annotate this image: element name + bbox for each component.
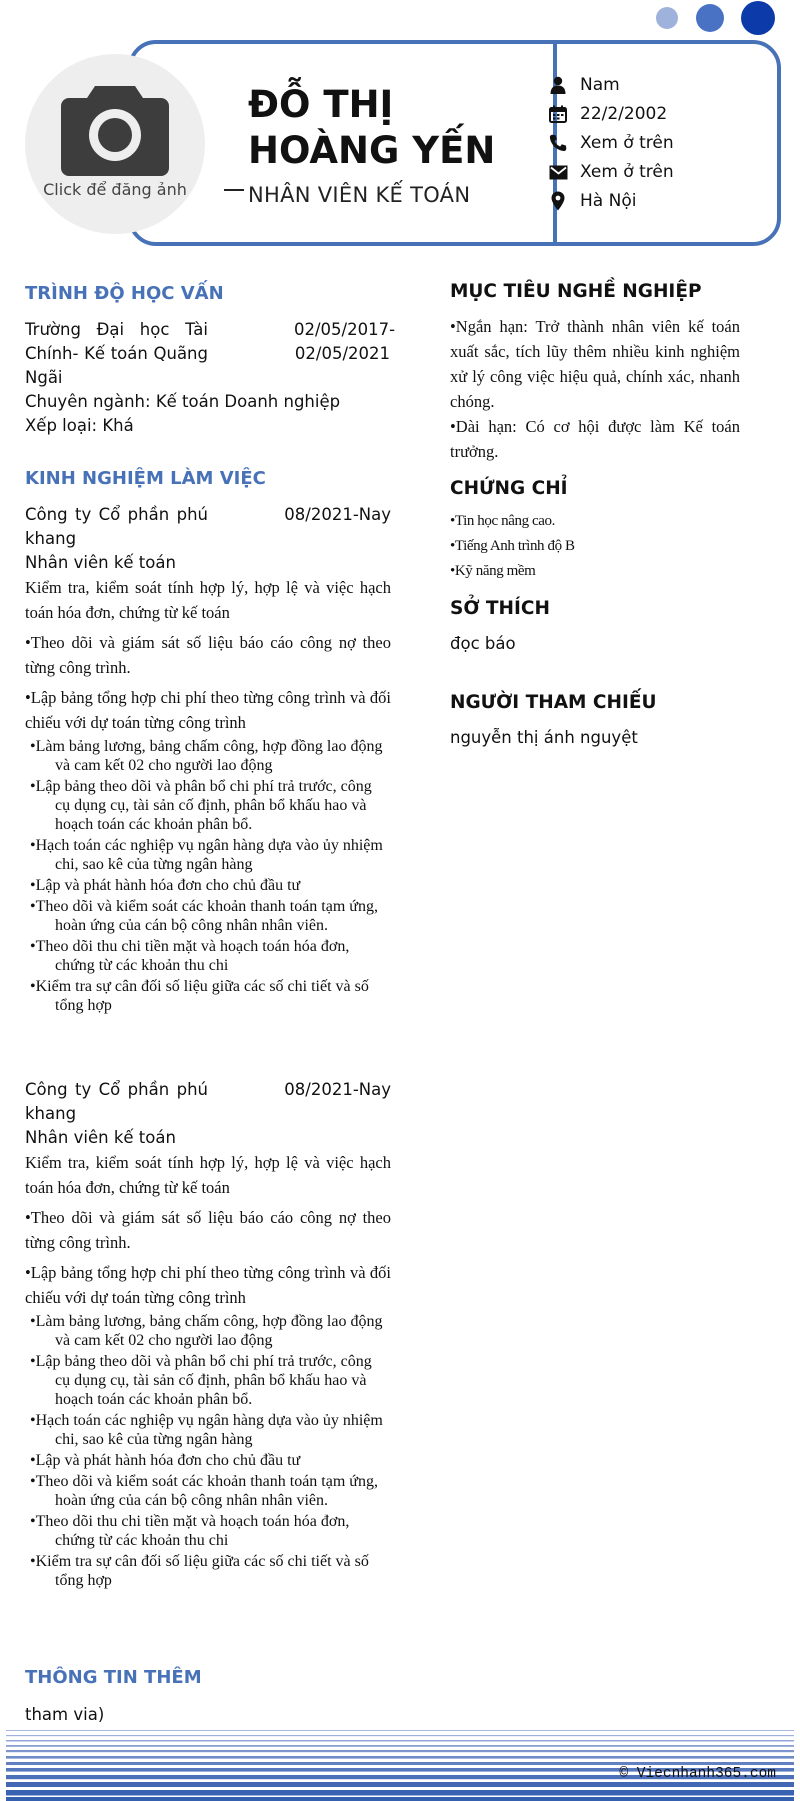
title-dash	[224, 189, 244, 191]
extra-info-text: tham via)	[25, 1705, 105, 1724]
phone-icon	[548, 133, 568, 153]
candidate-name: ĐỖ THỊ HOÀNG YẾN	[248, 83, 496, 172]
certificate-item: •Kỹ năng mềm	[450, 563, 536, 579]
contact-birthdate-value: 22/2/2002	[580, 104, 668, 124]
footer-copyright[interactable]: © Viecnhanh365.com	[619, 1766, 776, 1782]
education-major: Chuyên ngành: Kế toán Doanh nghiệp	[25, 392, 341, 411]
decor-dot-dark	[741, 1, 775, 35]
avatar-upload[interactable]	[25, 54, 205, 234]
education-heading: TRÌNH ĐỘ HỌC VẤN	[25, 283, 224, 304]
job-duty: •Theo dõi và kiểm soát các khoản thanh toán tạm ứng, hoàn ứng của cán bộ công nhân nhân viên.	[30, 1473, 378, 1509]
job-duty-list	[25, 737, 387, 1015]
job-duty: •Theo dõi và kiểm soát các khoản thanh toán tạm ứng, hoàn ứng của cán bộ công nhân nhân viên.	[30, 898, 378, 934]
objective-heading: MỤC TIÊU NGHỀ NGHIỆP	[450, 281, 702, 302]
contact-birthdate	[548, 102, 667, 126]
certificate-item: •Tin học nâng cao.	[450, 513, 555, 529]
contact-phone-value: Xem ở trên	[580, 133, 674, 153]
experience-item	[25, 503, 391, 1017]
contact-location-value: Hà Nội	[580, 191, 637, 211]
references-text: nguyễn thị ánh nguyệt	[450, 728, 638, 747]
education-period: 02/05/2017- 02/05/2021	[294, 320, 396, 363]
contact-location	[548, 189, 636, 213]
location-icon	[548, 191, 568, 211]
camera-icon	[61, 82, 169, 176]
job-duty: •Làm bảng lương, bảng chấm công, hợp đồng lao động và cam kết 02 cho người lao động	[30, 738, 383, 774]
objective-short-term: •Ngắn hạn: Trở thành nhân viên kế toán xuất sắc, tích lũy thêm nhiều kinh nghiệm xử lý công việc hiệu quả, chính xác, nhanh chóng.	[450, 317, 740, 411]
job-para: •Lập bảng tổng hợp chi phí theo từng công trình và đối chiếu với dự toán từng công trình	[25, 688, 391, 732]
job-position: Nhân viên kế toán	[25, 553, 176, 572]
decor-dot-light	[656, 7, 678, 29]
calendar-icon	[548, 104, 568, 124]
job-duty: •Theo dõi thu chi tiền mặt và hoạch toán hóa đơn, chứng từ các khoản thu chi	[30, 1513, 350, 1549]
job-summary: Kiểm tra, kiểm soát tính hợp lý, hợp lệ và việc hạch toán hóa đơn, chứng từ kế toán	[25, 578, 391, 622]
job-para: •Theo dõi và giám sát số liệu báo cáo công nợ theo từng công trình.	[25, 633, 391, 677]
job-duty: •Hạch toán các nghiệp vụ ngân hàng dựa vào ủy nhiệm chi, sao kê của từng ngân hàng	[30, 1412, 383, 1448]
job-duty: •Lập bảng theo dõi và phân bổ chi phí trả trước, công cụ dụng cụ, tài sản cố định, phân bổ khấu hao và hoạch toán các khoản phân bổ.	[30, 778, 372, 833]
job-para: •Lập bảng tổng hợp chi phí theo từng công trình và đối chiếu với dự toán từng công trình	[25, 1263, 391, 1307]
job-duty: •Kiểm tra sự cân đối số liệu giữa các số chi tiết và số tổng hợp	[30, 978, 369, 1014]
job-period: 08/2021-Nay	[284, 505, 391, 524]
education-school: Trường Đại học Tài Chính- Kế toán Quãng Ngãi	[25, 320, 208, 387]
job-duty: •Làm bảng lương, bảng chấm công, hợp đồng lao động và cam kết 02 cho người lao động	[30, 1313, 383, 1349]
job-para: •Theo dõi và giám sát số liệu báo cáo công nợ theo từng công trình.	[25, 1208, 391, 1252]
job-company: Công ty Cổ phần phú khang	[25, 505, 208, 548]
experience-heading: KINH NGHIỆM LÀM VIỆC	[25, 468, 266, 489]
job-duty: •Hạch toán các nghiệp vụ ngân hàng dựa vào ủy nhiệm chi, sao kê của từng ngân hàng	[30, 837, 383, 873]
job-position: Nhân viên kế toán	[25, 1128, 176, 1147]
hobbies-heading: SỞ THÍCH	[450, 598, 550, 619]
contact-gender	[548, 73, 620, 97]
job-duty: •Lập và phát hành hóa đơn cho chủ đầu tư	[30, 1452, 301, 1469]
job-period: 08/2021-Nay	[284, 1080, 391, 1099]
job-summary: Kiểm tra, kiểm soát tính hợp lý, hợp lệ và việc hạch toán hóa đơn, chứng từ kế toán	[25, 1153, 391, 1197]
job-duty: •Lập bảng theo dõi và phân bổ chi phí trả trước, công cụ dụng cụ, tài sản cố định, phân bổ khấu hao và hoạch toán các khoản phân bổ.	[30, 1353, 372, 1408]
references-heading: NGƯỜI THAM CHIẾU	[450, 692, 657, 713]
job-duty: •Lập và phát hành hóa đơn cho chủ đầu tư	[30, 877, 301, 894]
decor-dot-mid	[696, 4, 724, 32]
person-icon	[548, 75, 568, 95]
job-duty: •Kiểm tra sự cân đối số liệu giữa các số chi tiết và số tổng hợp	[30, 1553, 369, 1589]
contact-email-value: Xem ở trên	[580, 162, 674, 182]
certificates-heading: CHỨNG CHỈ	[450, 478, 568, 499]
job-company: Công ty Cổ phần phú khang	[25, 1080, 208, 1123]
contact-phone	[548, 131, 674, 155]
contact-email	[548, 160, 674, 184]
job-title: NHÂN VIÊN KẾ TOÁN	[248, 183, 471, 207]
certificate-item: •Tiếng Anh trình độ B	[450, 538, 575, 554]
extra-info-heading: THÔNG TIN THÊM	[25, 1667, 202, 1688]
photo-caption[interactable]: Click để đăng ảnh	[43, 180, 187, 199]
contact-gender-value: Nam	[580, 75, 620, 95]
objective-long-term: •Dài hạn: Có cơ hội được làm Kế toán trưởng.	[450, 417, 740, 461]
job-duty-list	[25, 1312, 387, 1590]
email-icon	[548, 162, 568, 182]
job-duty: •Theo dõi thu chi tiền mặt và hoạch toán hóa đơn, chứng từ các khoản thu chi	[30, 938, 350, 974]
experience-item	[25, 1078, 391, 1592]
education-grade: Xếp loại: Khá	[25, 416, 134, 435]
hobbies-text: đọc báo	[450, 634, 516, 653]
